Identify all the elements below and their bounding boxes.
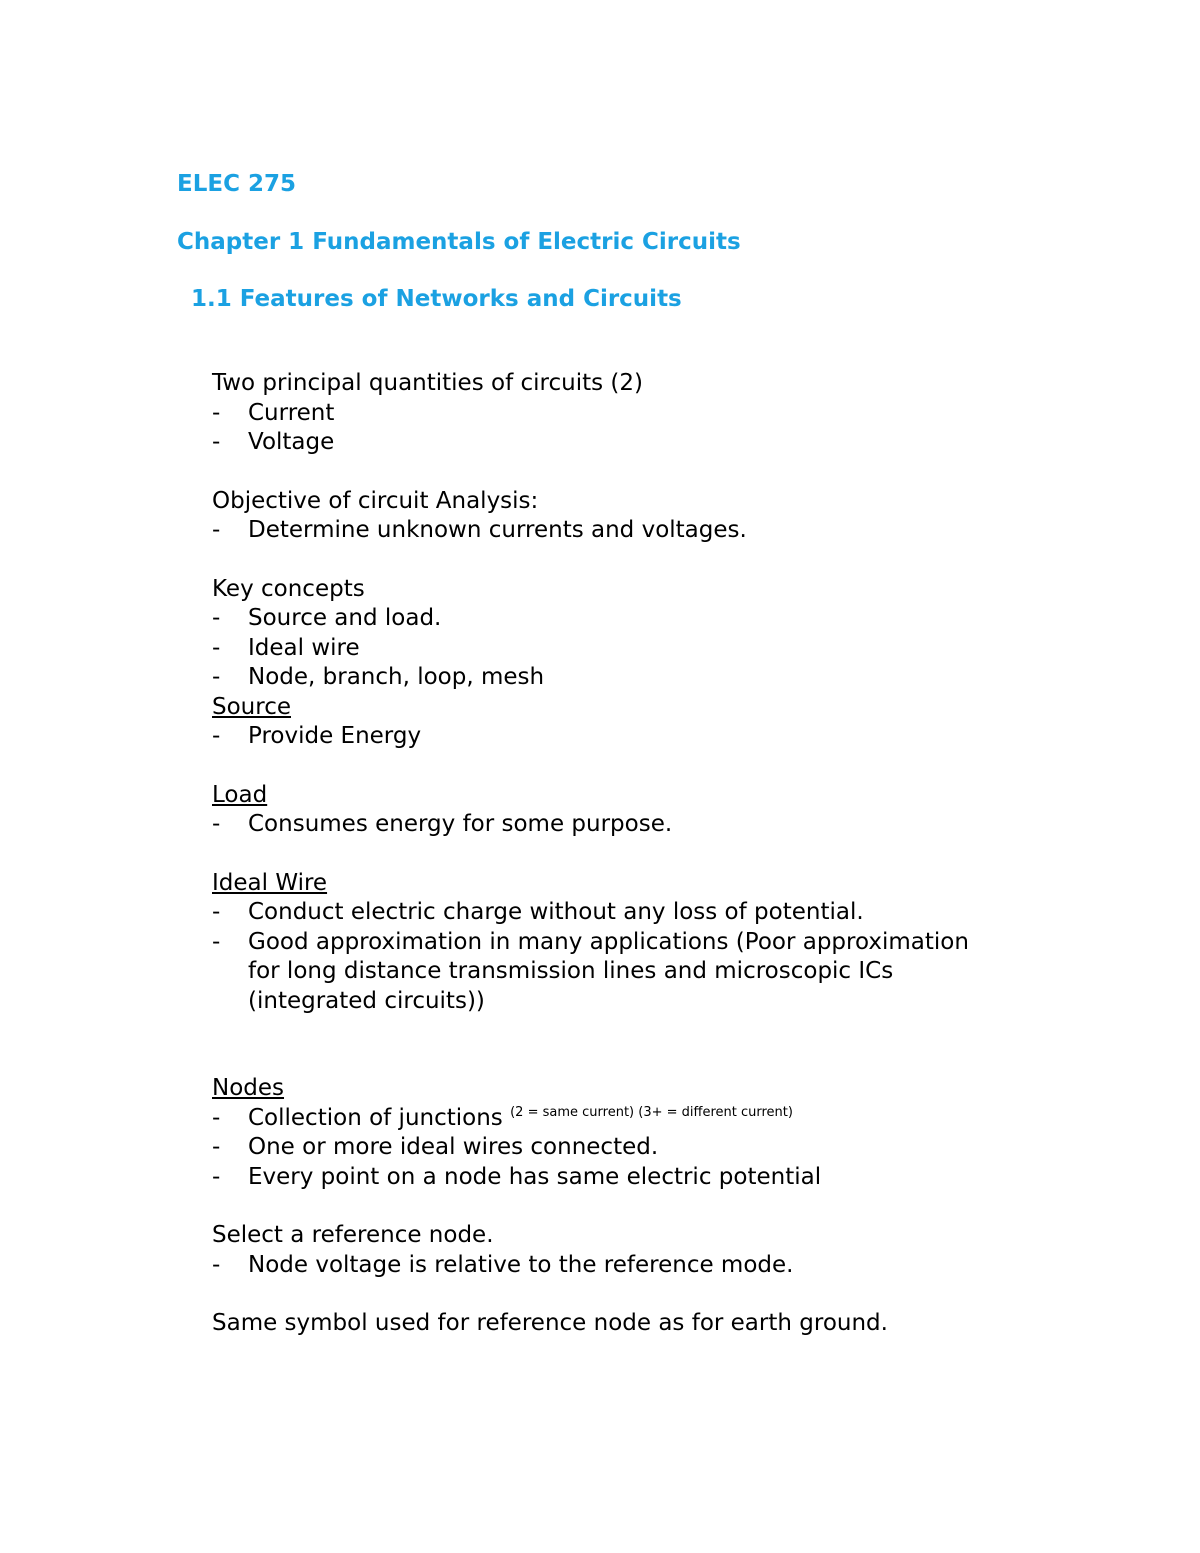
dash-bullet: - xyxy=(212,517,221,543)
ideal-wire-heading: Ideal Wire xyxy=(212,869,328,896)
section-title: 1.1 Features of Networks and Circuits xyxy=(191,286,682,312)
dash-bullet: - xyxy=(212,928,221,955)
closing-sentence: Same symbol used for reference node as for earth ground. xyxy=(212,1310,888,1336)
dash-bullet: - xyxy=(212,664,221,690)
list-item: - Source and load. xyxy=(212,604,1112,634)
dash-bullet: - xyxy=(212,811,221,837)
objective-heading: Objective of circuit Analysis: xyxy=(212,487,539,514)
load-heading: Load xyxy=(212,781,268,808)
list-item: - Provide Energy xyxy=(212,722,1112,752)
quantities-heading: Two principal quantities of circuits (2) xyxy=(212,370,643,396)
list-item: - Collection of junctions $^{(2 = same current) (3+ = different current)}$ xyxy=(212,1104,1112,1134)
chapter-title: Chapter 1 Fundamentals of Electric Circuits xyxy=(177,229,741,255)
dash-bullet: - xyxy=(212,429,221,455)
list-item: - Voltage xyxy=(212,428,1112,458)
dash-bullet: - xyxy=(212,399,221,426)
list-item: - Consumes energy for some purpose. xyxy=(212,810,1112,840)
source-heading: Source xyxy=(212,693,291,720)
dash-bullet: - xyxy=(212,1134,221,1160)
list-item: - Node, branch, loop, mesh xyxy=(212,663,1112,693)
reference-heading: Select a reference node. xyxy=(212,1222,494,1248)
list-item: - Good approximation in many applications (Poor approximation for long distance transmission lines and microscopic ICs (integrated circuits)) xyxy=(212,928,969,1014)
notes-body xyxy=(212,369,1112,1339)
list-item: - Node voltage is relative to the reference mode. xyxy=(212,1251,1112,1281)
course-code: ELEC 275 xyxy=(177,171,296,197)
dash-bullet: - xyxy=(212,634,221,661)
dash-bullet: - xyxy=(212,899,221,925)
list-item: - Conduct electric charge without any loss of potential. xyxy=(212,898,1112,928)
list-item: - Determine unknown currents and voltages. xyxy=(212,516,1112,546)
junction-note: (2 = same current) (3+ = different current) xyxy=(510,1104,793,1120)
dash-bullet: - xyxy=(212,605,221,631)
list-item: - One or more ideal wires connected. xyxy=(212,1133,1112,1163)
dash-bullet: - xyxy=(212,1104,221,1131)
nodes-heading: Nodes xyxy=(212,1075,285,1101)
dash-bullet: - xyxy=(212,1251,221,1278)
dash-bullet: - xyxy=(212,1163,221,1190)
list-item: - Ideal wire xyxy=(212,634,1112,664)
key-concepts-heading: Key concepts xyxy=(212,575,365,602)
list-item: - Current xyxy=(212,399,1112,429)
dash-bullet: - xyxy=(212,723,221,749)
list-item: - Every point on a node has same electric potential xyxy=(212,1163,1112,1193)
